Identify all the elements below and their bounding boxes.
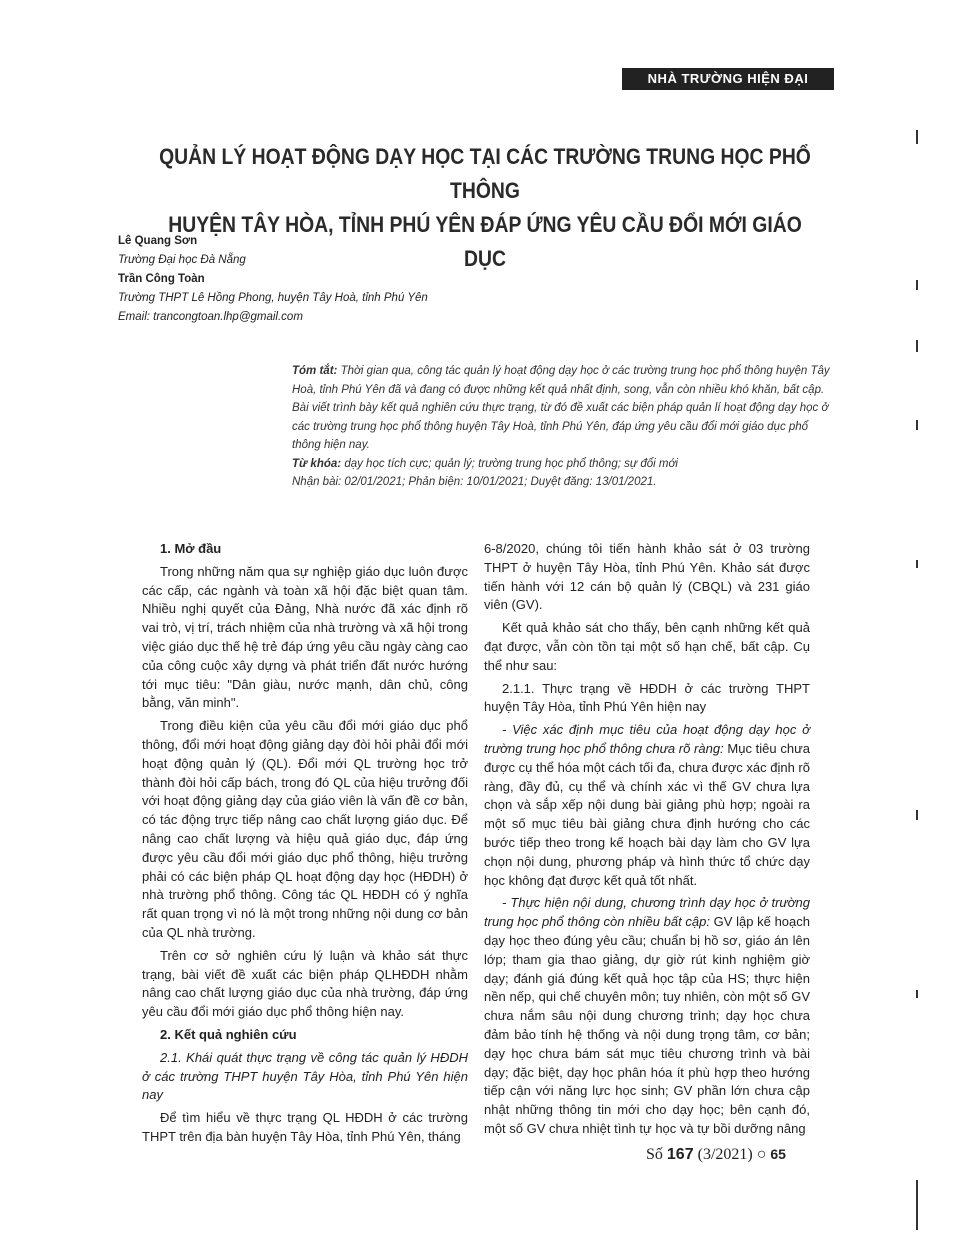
page-footer xyxy=(646,1146,846,1164)
abstract-summary xyxy=(292,362,838,455)
issue-number: 167 xyxy=(666,1146,694,1163)
section-heading-results: 2. Kết quả nghiên cứu xyxy=(160,1026,297,1042)
paragraph-body: GV lập kế hoạch dạy học theo đúng yêu cầu; chuẩn bị hồ sơ, giáo án lên lớp; tham gia thao giảng, dự giờ rút kinh nghiệm giờ dạy; đánh giá đúng kết quả học tập của HS; thực hiện nền nếp, qui chế chuyên môn; tuy nhiên, còn một số GV chưa nắm sâu nội dung chương trình; dạy học chưa đảm bảo tính hệ thống và nội dung trọng tâm, cơ bản; dạy học chưa bám sát mục tiêu chương trình và bài dạy; đặc biệt, dạy học phân hóa ít phù hợp theo hướng tiếp cận với năng lực học sinh; GV phần lớn chưa cập nhật những thông tin mới cho dạy học; bên cạnh đó, một số GV chưa nhiệt tình tự học và tự bồi dưỡng nâng xyxy=(484,914,810,1136)
paragraph-body: Mục tiêu chưa được cụ thể hóa một cách tối đa, chưa được xác định rõ ràng, đầy đủ, cụ thể và chính xác vì thế GV chưa lựa chọn và sắp xếp nội dung bài giảng phù hợp; ngoài ra một số mục tiêu bài giảng chưa định hướng cho các bước tiếp theo trong kế hoạch bài dạy làm cho GV lựa chọn nội dung, phương pháp và hình thức tổ chức dạy học không đạt được kết quả tốt nhất. xyxy=(484,740,810,888)
issue-label: Số xyxy=(646,1146,663,1163)
paragraph: 6-8/2020, chúng tôi tiến hành khảo sát ở 03 trường THPT ở huyện Tây Hòa, tỉnh Phú Yên. Khảo sát được tiến hành với 12 cán bộ quản lý (CBQL) và 231 giáo viên (GV). xyxy=(484,541,810,613)
author-1-affiliation: Trường Đại học Đà Nẵng xyxy=(118,254,246,266)
abstract-block xyxy=(292,362,838,492)
scan-edge-marks xyxy=(912,90,924,1230)
abstract-dates: Nhận bài: 02/01/2021; Phản biện: 10/01/2021; Duyệt đăng: 13/01/2021. xyxy=(292,476,657,488)
right-column xyxy=(484,540,810,1143)
subsection-heading: 2.1.1. Thực trạng về HĐDH ở các trường THPT huyện Tây Hòa, tỉnh Phú Yên hiện nay xyxy=(484,680,810,715)
paragraph: Trong điều kiện của yêu cầu đổi mới giáo dục phổ thông, đổi mới hoạt động giảng dạy đòi hỏi phải đổi mới hoạt động quản lý (QL). Đổi mới QL trường học trở thành đòi hỏi cấp bách, trong đó QL của hiệu trưởng đối với hoạt động giảng dạy của giáo viên là vấn đề cơ bản, có tác động trực tiếp nâng cao chất lượng giáo dục. Để nâng cao chất lượng và hiệu quả giáo dục, đáp ứng được yêu cầu đổi mới giáo dục phổ thông, hiệu trưởng phải có các biện pháp QL hoạt động dạy học (HĐDH) ở nhà trường phổ thông. Công tác QL HĐDH có ý nghĩa rất quan trọng vì nó là một trong những nội dung cơ bản của QL nhà trường. xyxy=(142,718,468,940)
paragraph: Để tìm hiểu về thực trạng QL HĐDH ở các trường THPT trên địa bàn huyện Tây Hòa, tỉnh Phú Yên, tháng xyxy=(142,1110,468,1144)
section-banner: NHÀ TRƯỜNG HIỆN ĐẠI xyxy=(622,68,834,90)
author-2-name: Trần Công Toàn xyxy=(118,273,205,285)
author-2-affiliation: Trường THPT Lê Hồng Phong, huyện Tây Hoà, tỉnh Phú Yên xyxy=(118,292,428,304)
keywords-text: dạy học tích cực; quản lý; trường trung học phổ thông; sự đổi mới xyxy=(344,457,678,470)
author-block xyxy=(118,232,618,327)
paragraph xyxy=(484,894,810,1138)
subsection-heading: 2.1. Khái quát thực trạng về công tác quản lý HĐDH ở các trường THPT huyện Tây Hòa, tỉnh Phú Yên hiện nay xyxy=(142,1049,468,1103)
issue-date: (3/2021) xyxy=(697,1146,753,1163)
page-number: 65 xyxy=(770,1146,786,1162)
summary-text: Thời gian qua, công tác quản lý hoạt động dạy học ở các trường trung học phổ thông huyện Tây Hoà, tỉnh Phú Yên đã và đang có được những kết quả nhất định, song, vẫn còn nhiều khó khăn, bất cập. Bài viết trình bày kết quả nghiên cứu thực trạng, từ đó đề xuất các biện pháp quản lí hoạt động dạy học ở các trường trung học phổ thông huyện Tây Hoà, tỉnh Phú Yên, đáp ứng yêu cầu đổi mới giáo dục phổ thông hiện nay. xyxy=(292,365,830,451)
circle-separator-icon: ○ xyxy=(756,1146,767,1163)
section-heading-intro: 1. Mở đầu xyxy=(160,541,222,556)
author-1-name: Lê Quang Sơn xyxy=(118,235,198,247)
keywords-label: Từ khóa: xyxy=(292,457,342,470)
author-email: Email: trancongtoan.lhp@gmail.com xyxy=(118,311,303,323)
summary-label: Tóm tắt: xyxy=(292,365,338,377)
paragraph: Kết quả khảo sát cho thấy, bên cạnh những kết quả đạt được, vẫn còn tồn tại một số hạn chế, bất cập. Cụ thể như sau: xyxy=(484,620,810,673)
title-line-1: QUẢN LÝ HOẠT ĐỘNG DẠY HỌC TẠI CÁC TRƯỜNG TRUNG HỌC PHỔ THÔNG xyxy=(159,144,811,203)
left-column xyxy=(142,540,468,1151)
italic-lead: - Thực hiện nội dung, chương trình dạy học ở trường trung học phổ thông còn nhiều bất cập: xyxy=(484,895,810,930)
paragraph: Trên cơ sở nghiên cứu lý luận và khảo sát thực trạng, bài viết đề xuất các biện pháp QLHĐDH nhằm nâng cao chất lượng giáo dục của nhà trường, đáp ứng yêu cầu đổi mới giáo dục phổ thông hiện nay. xyxy=(142,947,468,1020)
paragraph: Trong những năm qua sự nghiệp giáo dục luôn được các cấp, các ngành và toàn xã hội đặc biệt quan tâm. Nhiều nghị quyết của Đảng, Nhà nước đã xác định rõ vai trò, vị trí, trách nhiệm của nhà trường và xã hội trong việc giáo dục thế hệ trẻ đáp ứng yêu cầu ngày càng cao của công cuộc xây dựng và phát triển đất nước hướng tới mục tiêu: "Dân giàu, nước mạnh, dân chủ, công bằng, văn minh". xyxy=(142,563,468,711)
italic-lead: - Việc xác định mục tiêu của hoạt động dạy học ở trường trung học phổ thông chưa rõ ràng: xyxy=(484,722,810,756)
paragraph xyxy=(484,721,810,890)
abstract-keywords xyxy=(292,455,838,474)
title-line-2: HUYỆN TÂY HÒA, TỈNH PHÚ YÊN ĐÁP ỨNG YÊU CẦU ĐỔI MỚI GIÁO DỤC xyxy=(168,212,802,271)
